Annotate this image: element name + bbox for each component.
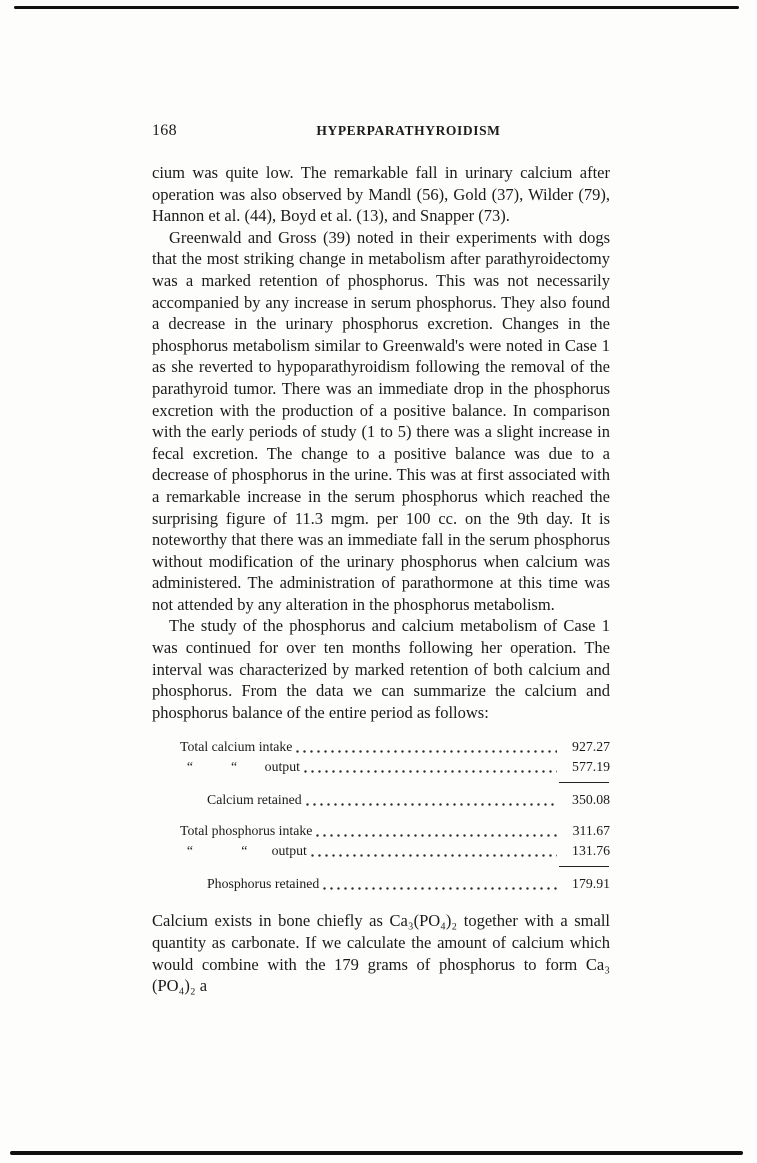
row-label: “ “ output <box>180 759 300 775</box>
page-content <box>152 122 610 997</box>
running-header <box>152 122 610 140</box>
row-value: 131.76 <box>572 843 610 859</box>
paragraph-closing: Calcium exists in bone chiefly as Ca₃(PO₄)₂ together with a small quantity as carbonate. If we calculate the amount of calcium which would combine with the 179 grams of phosphorus to form Ca₃ (PO₄)₂ a <box>152 911 610 996</box>
row-label: Total phosphorus intake <box>180 823 313 839</box>
row-label: “ “ output <box>180 843 307 859</box>
dot-leader <box>321 887 557 890</box>
dot-leader <box>294 750 557 753</box>
row-value: 350.08 <box>572 792 610 808</box>
table-row-phosphorus-retained <box>180 874 610 894</box>
table-row-calcium-intake <box>180 737 610 757</box>
row-value: 311.67 <box>572 823 610 839</box>
dot-leader <box>314 834 557 837</box>
row-label: Total calcium intake <box>180 739 293 755</box>
paragraph-greenwald: Greenwald and Gross (39) noted in their experiments with dogs that the most striking change in metabolism after parathyroidectomy was a marked retention of phosphorus. This was not necessarily accompanied by any increase in serum phosphorus. They also found a decrease in the urinary phosphorus excretion. Changes in the phosphorus metabolism similar to Greenwald's were noted in Case 1 as she reverted to hypoparathyroidism following the removal of the parathyroid tumor. There was an immediate drop in the phosphorus excretion with the production of a positive balance. In comparison with the early periods of study (1 to 5) there was a slight increase in fecal excretion. The change to a positive balance was due to a decrease of phosphorus in the urine. This was at first associated with a remarkable increase in the serum phosphorus which reached the surprising figure of 11.3 mgm. per 100 cc. on the 9th day. It is noteworthy that there was an immediate fall in the serum phosphorus without modification of the urinary phosphorus when calcium was administered. The administration of parathormone at this time was not attended by any alteration in the phosphorus metabolism. <box>152 227 610 614</box>
table-row-phosphorus-output <box>180 841 610 861</box>
table-row-phosphorus-intake <box>180 821 610 841</box>
sum-rule-phosphorus <box>559 866 609 867</box>
sum-rule-calcium <box>559 782 609 783</box>
table-row-calcium-retained <box>180 790 610 810</box>
paragraph-study-summary: The study of the phosphorus and calcium metabolism of Case 1 was continued for over ten months following her operation. The interval was characterized by marked retention of both calcium and phosphorus. From the data we can summarize the calcium and phosphorus balance of the entire period as follows: <box>152 616 610 722</box>
row-label: Calcium retained <box>207 792 302 808</box>
row-value: 179.91 <box>572 876 610 892</box>
paragraph-continuation: cium was quite low. The remarkable fall in urinary calcium after operation was also observed by Mandl (56), Gold (37), Wilder (79), Hannon et al. (44), Boyd et al. (13), and Snapper (73). <box>152 163 610 226</box>
balance-table <box>180 737 610 894</box>
dot-leader <box>309 854 557 857</box>
table-row-calcium-output <box>180 757 610 777</box>
row-label: Phosphorus retained <box>207 876 320 892</box>
row-value: 577.19 <box>572 759 610 775</box>
dot-leader <box>302 770 557 773</box>
dot-leader <box>304 803 557 806</box>
page-number: 168 <box>152 122 177 139</box>
row-value: 927.27 <box>572 739 610 755</box>
scan-edge-top <box>14 6 739 9</box>
scan-edge-bottom <box>10 1151 743 1155</box>
running-head-title: HYPERPARATHYROIDISM <box>316 123 501 138</box>
table-group-gap <box>180 810 610 821</box>
